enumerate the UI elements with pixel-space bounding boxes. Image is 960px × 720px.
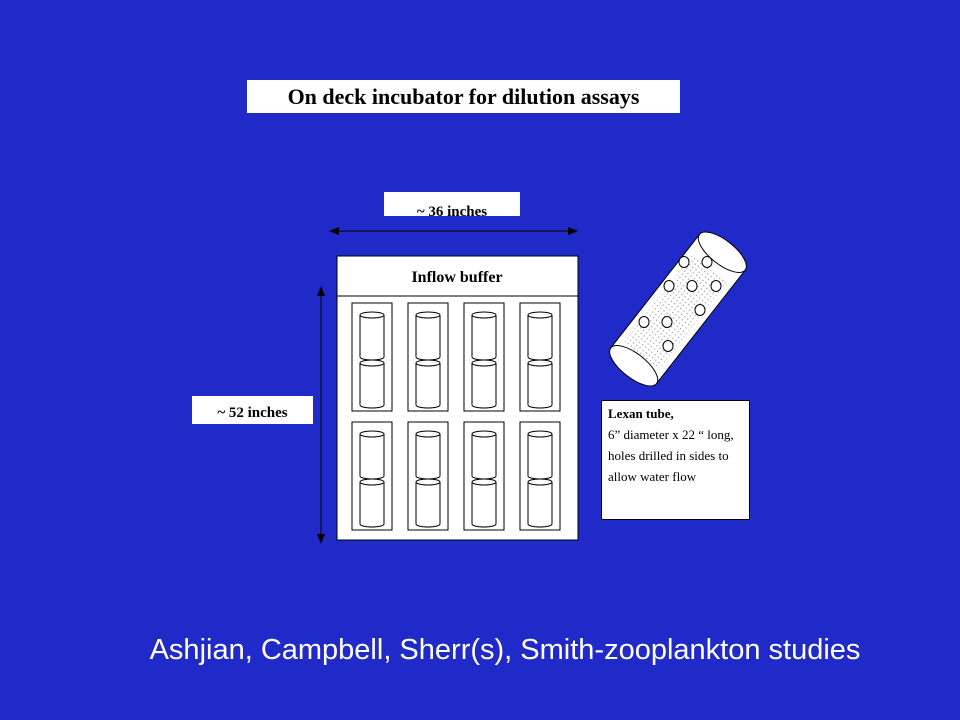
bottle [360,479,384,527]
bottle [472,479,496,527]
bottle [472,360,496,408]
bottle [360,360,384,408]
bottle [360,312,384,360]
bottle [528,312,552,360]
bottle [416,360,440,408]
width-dimension-label: ~ 36 inches [384,192,520,216]
bottle [472,431,496,479]
tube-note-body: 6” diameter x 22 “ long, holes drilled in sides to allow water flow [608,427,734,484]
tube-note-heading: Lexan tube, [608,406,674,421]
footer-credits: Ashjian, Campbell, Sherr(s), Smith-zooplankton studies [149,634,861,666]
bottle [360,431,384,479]
bottle [528,479,552,527]
lexan-tube-note [601,400,750,520]
height-dimension-label: ~ 52 inches [192,396,313,424]
bottle [472,312,496,360]
bottle [416,312,440,360]
diagram-title: On deck incubator for dilution assays [247,80,680,113]
bottle [416,431,440,479]
inflow-buffer-label: Inflow buffer [411,269,503,286]
lexan-tube [603,225,752,393]
bottle [528,360,552,408]
bottle [528,431,552,479]
bottle [416,479,440,527]
